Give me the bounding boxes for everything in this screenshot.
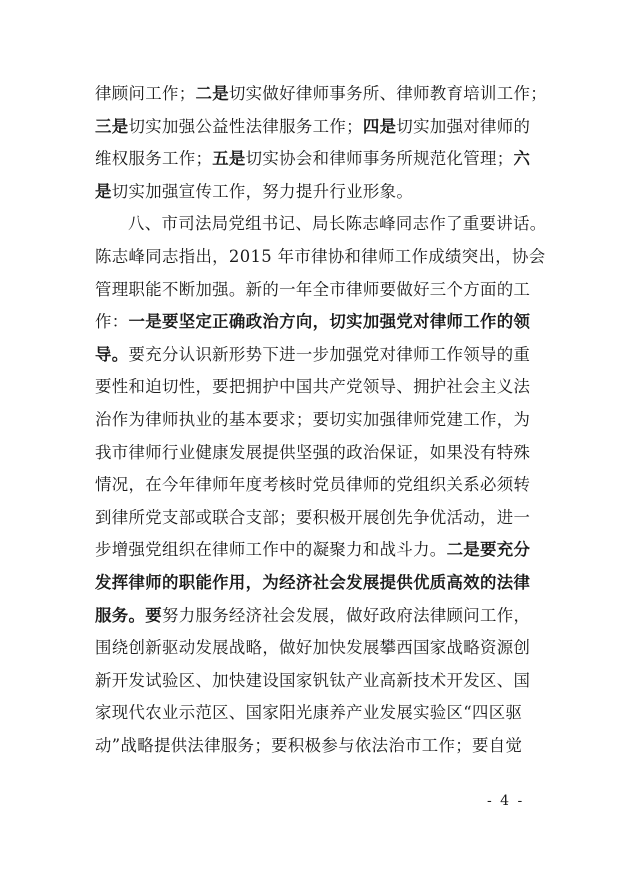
bold-text-segment: 二是要充分 xyxy=(446,540,531,560)
bold-text-segment: 五是 xyxy=(212,149,246,169)
text-line xyxy=(95,306,533,339)
text-line xyxy=(95,730,533,763)
text-line xyxy=(95,339,533,372)
bold-text-segment: 服务。要 xyxy=(95,605,162,625)
text-segment: 切实加强公益性法律服务工作； xyxy=(128,116,363,136)
text-segment: 努力服务经济社会发展，做好政府法律顾问工作， xyxy=(161,605,531,625)
text-line xyxy=(95,502,533,535)
text-segment: 要充分认识新形势下进一步加强党对律师工作领导的重 xyxy=(128,344,531,364)
text-line xyxy=(95,600,533,633)
text-line xyxy=(95,208,547,241)
document-body xyxy=(95,78,548,762)
page-number: - 4 - xyxy=(487,793,525,809)
text-segment: 我市律师行业健康发展提供坚强的政治保证，如果没有特殊 xyxy=(95,442,531,462)
text-line xyxy=(95,469,533,502)
text-segment: 八、市司法局党组书记、局长陈志峰同志作了重要讲话。 xyxy=(128,214,547,234)
text-segment: 步增强党组织在律师工作中的凝聚力和战斗力。 xyxy=(95,540,447,560)
text-line xyxy=(95,404,533,437)
bold-text-segment: 是 xyxy=(95,181,112,201)
bold-text-segment: 四是 xyxy=(362,116,397,136)
text-line xyxy=(95,665,533,698)
bold-text-segment: 发挥律师的职能作用，为经济社会发展提供优质高效的法律 xyxy=(95,572,531,592)
text-segment: 情况，在今年律师年度考核时党员律师的党组织关系必须转 xyxy=(95,475,531,495)
text-line xyxy=(95,241,546,274)
text-line xyxy=(95,437,533,470)
text-segment: 切实协会和律师事务所规范化管理； xyxy=(245,149,514,169)
text-segment: 动”战略提供法律服务；要积极参与依法治市工作；要自觉 xyxy=(95,735,523,755)
text-segment: 要性和迫切性，要把拥护中国共产党领导、拥护社会主义法 xyxy=(95,377,531,397)
bold-text-segment: 二是 xyxy=(195,84,229,103)
text-line xyxy=(95,534,533,567)
text-segment: 新开发试验区、加快建设国家钒钛产业高新技术开发区、国 xyxy=(95,670,531,690)
text-line xyxy=(95,274,533,307)
text-segment: 切实加强宣传工作，努力提升行业形象。 xyxy=(111,181,414,201)
text-segment: 围绕创新驱动发展战略，做好加快发展攀西国家战略资源创 xyxy=(95,638,531,658)
text-line xyxy=(95,176,533,209)
text-segment: 切实做好律师事务所、律师教育培训工作； xyxy=(228,84,548,103)
text-line xyxy=(95,697,533,730)
bold-text-segment: 一是要坚定正确政治方向，切实加强党对律师工作的领 xyxy=(128,312,531,332)
text-line xyxy=(95,567,533,600)
text-segment: 作： xyxy=(95,312,129,332)
text-segment: 陈志峰同志指出，2015 年市律协和律师工作成绩突出，协会 xyxy=(95,246,546,266)
text-line xyxy=(95,111,533,144)
bold-text-segment: 导。 xyxy=(95,344,129,364)
text-segment: 治作为律师执业的基本要求；要切实加强律师党建工作，为 xyxy=(95,409,531,429)
text-line xyxy=(95,632,533,665)
text-segment: 切实加强对律师的 xyxy=(396,116,531,136)
text-line xyxy=(95,78,548,111)
text-segment: 律顾问工作； xyxy=(95,84,196,103)
text-segment: 管理职能不断加强。新的一年全市律师要做好三个方面的工 xyxy=(95,279,531,299)
text-segment: 家现代农业示范区、国家阳光康养产业发展实验区“四区驱 xyxy=(95,703,523,723)
bold-text-segment: 六 xyxy=(513,149,531,169)
text-segment: 维权服务工作； xyxy=(95,149,213,169)
bold-text-segment: 三是 xyxy=(95,116,129,136)
text-segment: 到律所党支部或联合支部；要积极开展创先争优活动，进一 xyxy=(95,507,531,527)
text-line xyxy=(95,371,533,404)
text-line xyxy=(95,143,533,176)
